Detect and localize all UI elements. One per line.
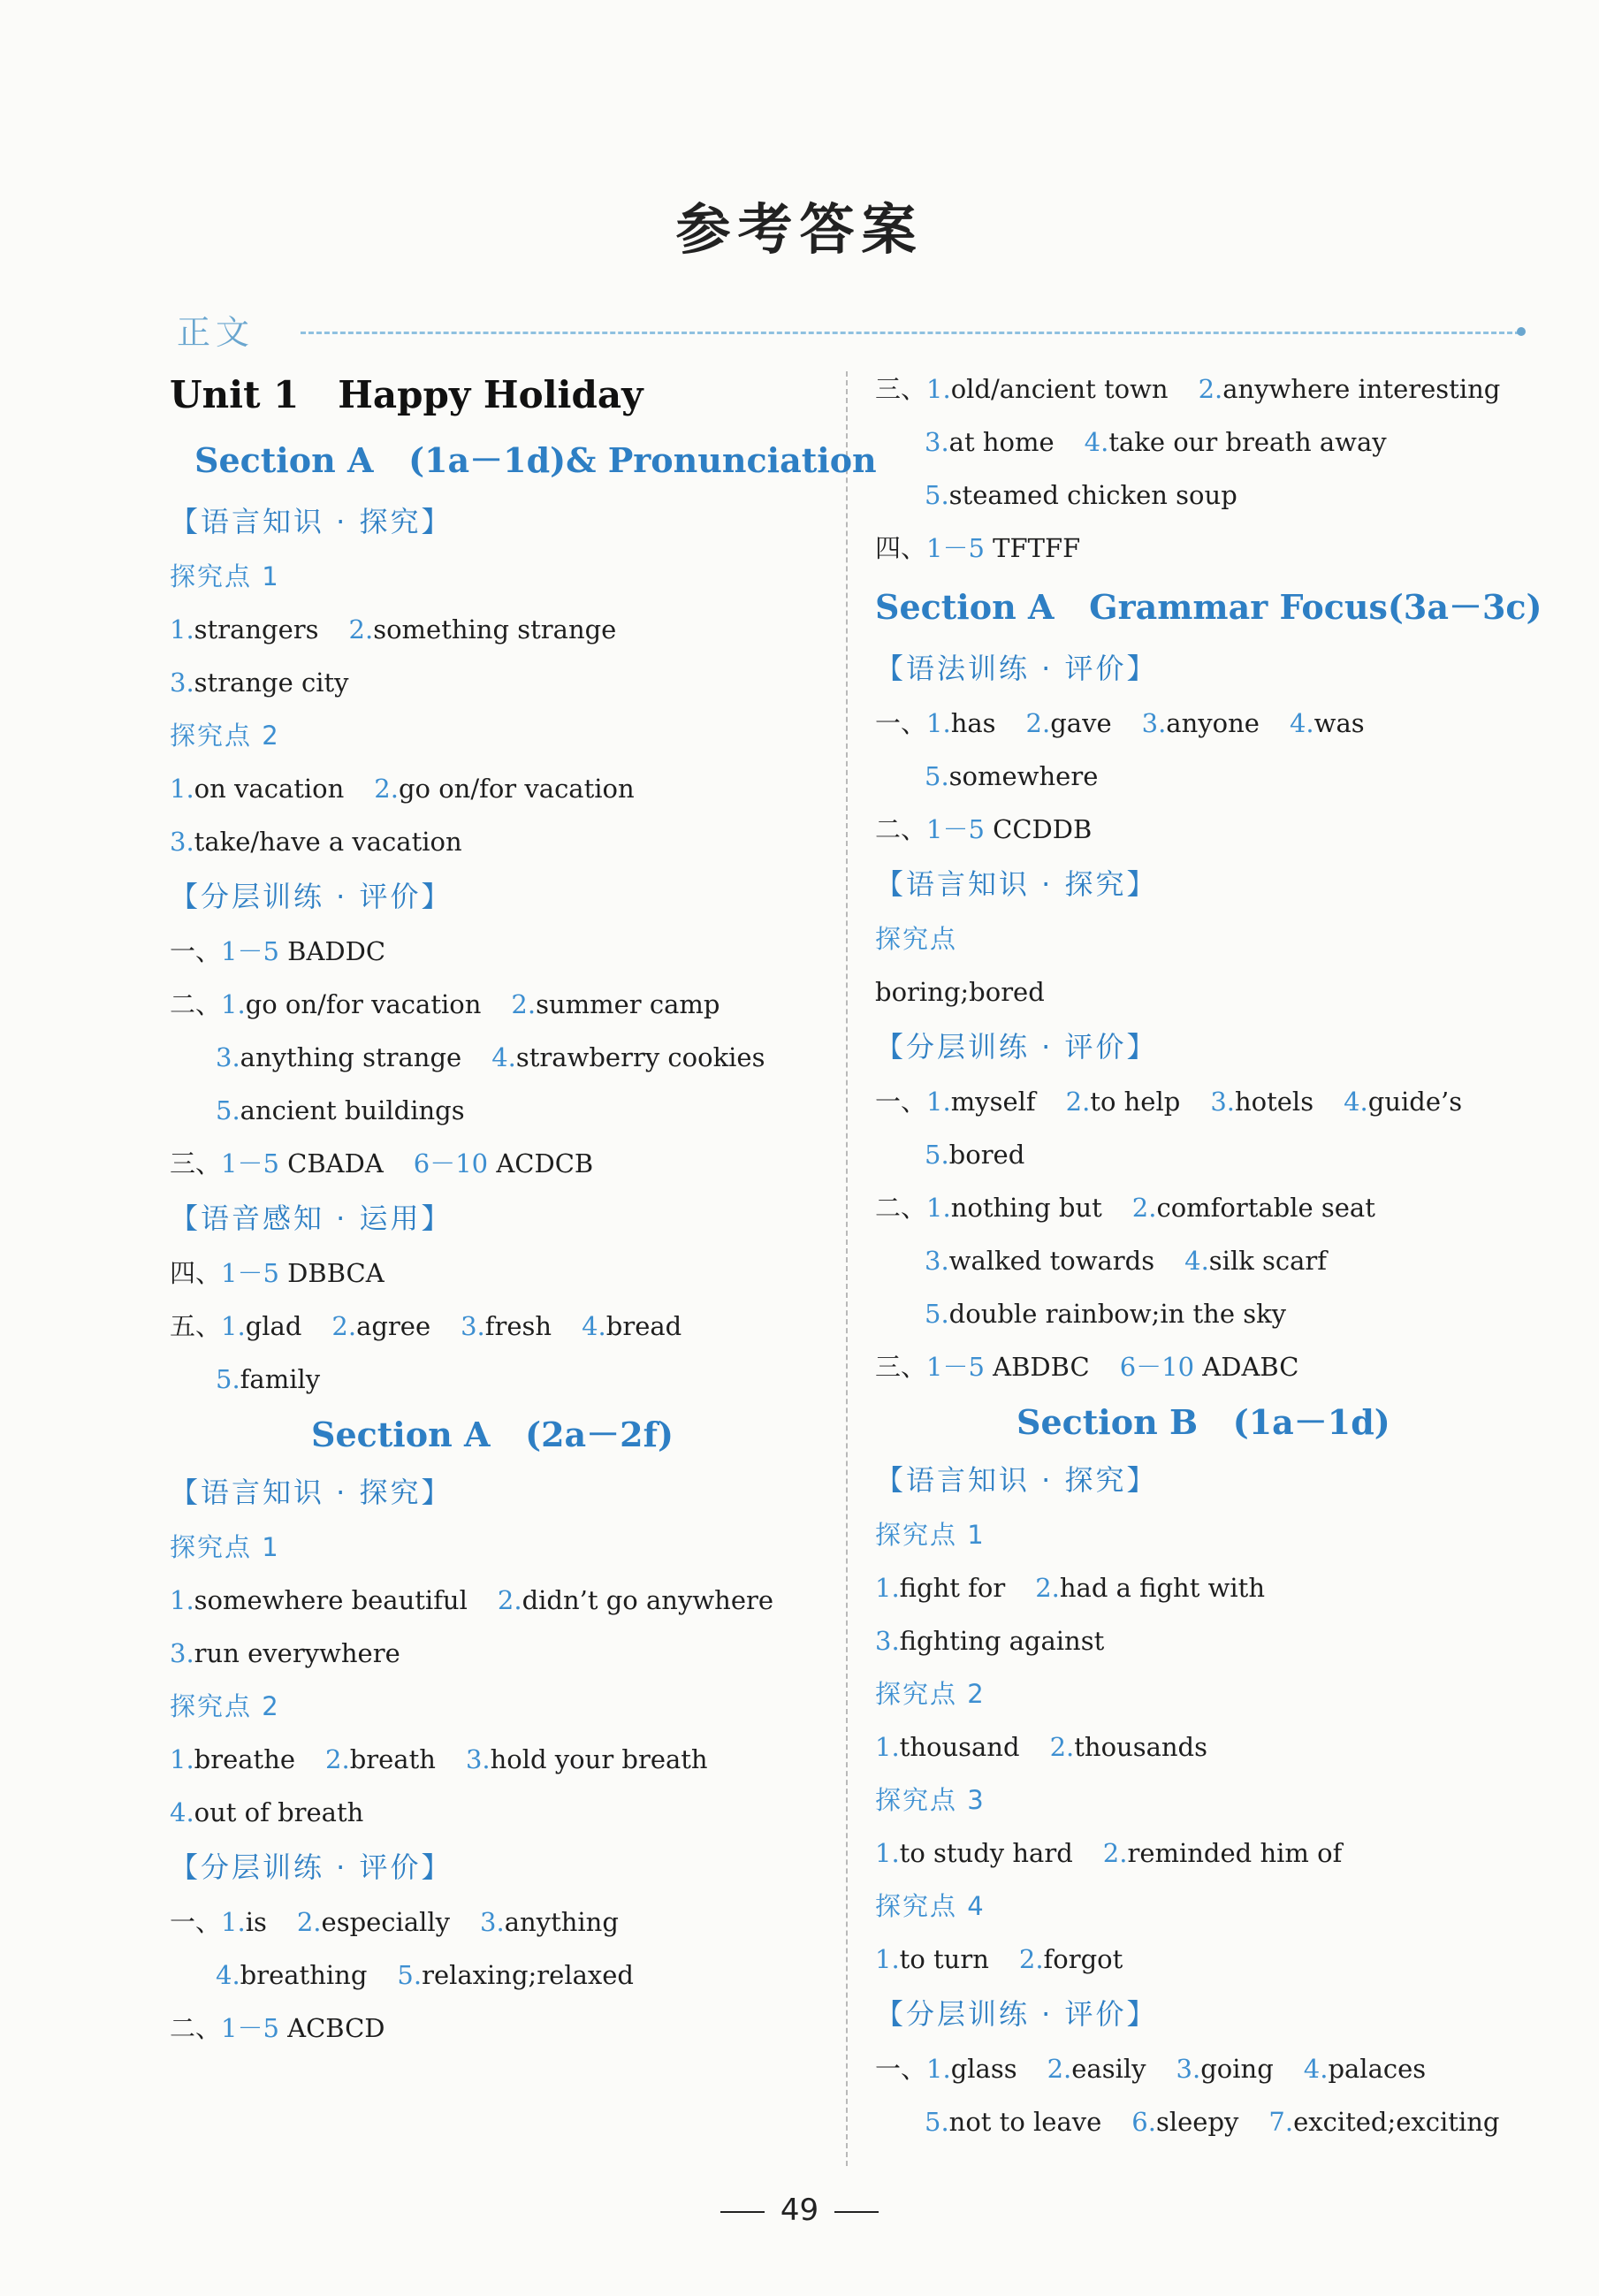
- answer-line: 3.walked towards 4.silk scarf: [925, 1246, 1328, 1276]
- answer-line: 5.bored: [925, 1140, 1025, 1170]
- answer-line: 5.not to leave 6.sleepy 7.excited;exciting: [925, 2107, 1500, 2137]
- block-heading: 【语音感知 · 运用】: [170, 1201, 453, 1235]
- explore-point: 探究点: [875, 924, 958, 954]
- answer-line: 1.breathe 2.breath 3.hold your breath: [170, 1744, 708, 1774]
- left-column: [170, 362, 877, 2055]
- explore-point: 探究点 2: [875, 1679, 986, 1709]
- block-heading: 【语言知识 · 探究】: [170, 1476, 453, 1509]
- answer-line: 三、1.old/ancient town 2.anywhere interesting: [875, 374, 1501, 404]
- header-divider-dot: [1517, 327, 1526, 336]
- answer-line: 1.to turn 2.forgot: [875, 1944, 1123, 1974]
- block-heading: 【语言知识 · 探究】: [875, 867, 1158, 901]
- answer-line: 4.out of breath: [170, 1797, 364, 1827]
- page-title: 参考答案: [675, 197, 924, 262]
- section-heading: Section B (1a－1d): [1017, 1402, 1390, 1442]
- answer-line: 5.ancient buildings: [216, 1095, 465, 1125]
- answer-line: 3.anything strange 4.strawberry cookies: [216, 1042, 765, 1072]
- section-label: 正文: [177, 313, 255, 352]
- section-heading: Section A (1a－1d)& Pronunciation: [194, 440, 877, 480]
- explore-point: 探究点 2: [170, 721, 280, 751]
- answer-line: 一、1.glass 2.easily 3.going 4.palaces: [875, 2054, 1427, 2084]
- block-heading: 【语言知识 · 探究】: [875, 1463, 1158, 1497]
- answer-line: 3.fighting against: [875, 1626, 1105, 1656]
- answer-line: 四、1－5 DBBCA: [170, 1258, 385, 1288]
- explore-point: 探究点 1: [875, 1520, 986, 1550]
- answer-line: 4.breathing 5.relaxing;relaxed: [216, 1960, 634, 1990]
- answer-line: 3.take/have a vacation: [170, 827, 462, 857]
- answer-line: 3.strange city: [170, 667, 349, 698]
- answer-line: 一、1.has 2.gave 3.anyone 4.was: [875, 708, 1365, 738]
- answer-line: boring;bored: [875, 977, 1045, 1007]
- answer-line: 1.somewhere beautiful 2.didn’t go anywhere: [170, 1585, 774, 1615]
- answer-line: 1.on vacation 2.go on/for vacation: [170, 774, 635, 804]
- answer-line: 四、1－5 TFTFF: [875, 533, 1081, 563]
- block-heading: 【分层训练 · 评价】: [170, 1850, 453, 1884]
- section-heading: Section A Grammar Focus(3a－3c): [875, 587, 1542, 627]
- block-heading: 【分层训练 · 评价】: [875, 1997, 1158, 2031]
- answer-line: 1.thousand 2.thousands: [875, 1732, 1207, 1762]
- answer-line: 二、1－5 CCDDB: [875, 814, 1093, 844]
- section-heading: Section A (2a－2f): [311, 1415, 674, 1454]
- answer-line: 二、1－5 ACBCD: [170, 2013, 385, 2043]
- answer-line: 5.steamed chicken soup: [925, 480, 1237, 510]
- block-heading: 【语法训练 · 评价】: [875, 652, 1158, 685]
- answer-line: 5.double rainbow;in the sky: [925, 1299, 1287, 1329]
- block-heading: 【分层训练 · 评价】: [170, 880, 453, 913]
- answer-line: 二、1.go on/for vacation 2.summer camp: [170, 989, 720, 1019]
- answer-line: 三、1－5 ABDBC 6－10 ADABC: [875, 1352, 1299, 1382]
- answer-line: 五、1.glad 2.agree 3.fresh 4.bread: [170, 1311, 682, 1341]
- answer-line: 1.to study hard 2.reminded him of: [875, 1838, 1343, 1868]
- unit-title: Unit 1 Happy Holiday: [170, 373, 643, 416]
- answer-line: 1.strangers 2.something strange: [170, 614, 617, 645]
- column-divider: [846, 371, 848, 2166]
- explore-point: 探究点 3: [875, 1785, 986, 1815]
- explore-point: 探究点 1: [170, 1532, 280, 1562]
- explore-point: 探究点 2: [170, 1691, 280, 1721]
- block-heading: 【语言知识 · 探究】: [170, 505, 453, 538]
- answer-line: 3.run everywhere: [170, 1638, 400, 1668]
- explore-point: 探究点 4: [875, 1891, 986, 1921]
- answer-line: 3.at home 4.take our breath away: [925, 427, 1387, 457]
- answer-line: 5.somewhere: [925, 761, 1099, 791]
- answer-line: 三、1－5 CBADA 6－10 ACDCB: [170, 1148, 594, 1179]
- explore-point: 探究点 1: [170, 561, 280, 591]
- right-column: [875, 362, 1547, 2148]
- block-heading: 【分层训练 · 评价】: [875, 1030, 1158, 1064]
- answer-line: 1.fight for 2.had a fight with: [875, 1573, 1266, 1603]
- answer-line: 一、1.is 2.especially 3.anything: [170, 1907, 619, 1937]
- answer-line: 一、1.myself 2.to help 3.hotels 4.guide’s: [875, 1087, 1463, 1117]
- answer-line: 5.family: [216, 1364, 321, 1394]
- header-divider: [301, 332, 1520, 334]
- answer-line: 二、1.nothing but 2.comfortable seat: [875, 1193, 1375, 1223]
- page-number: 49: [0, 2193, 1599, 2228]
- answer-line: 一、1－5 BADDC: [170, 936, 386, 966]
